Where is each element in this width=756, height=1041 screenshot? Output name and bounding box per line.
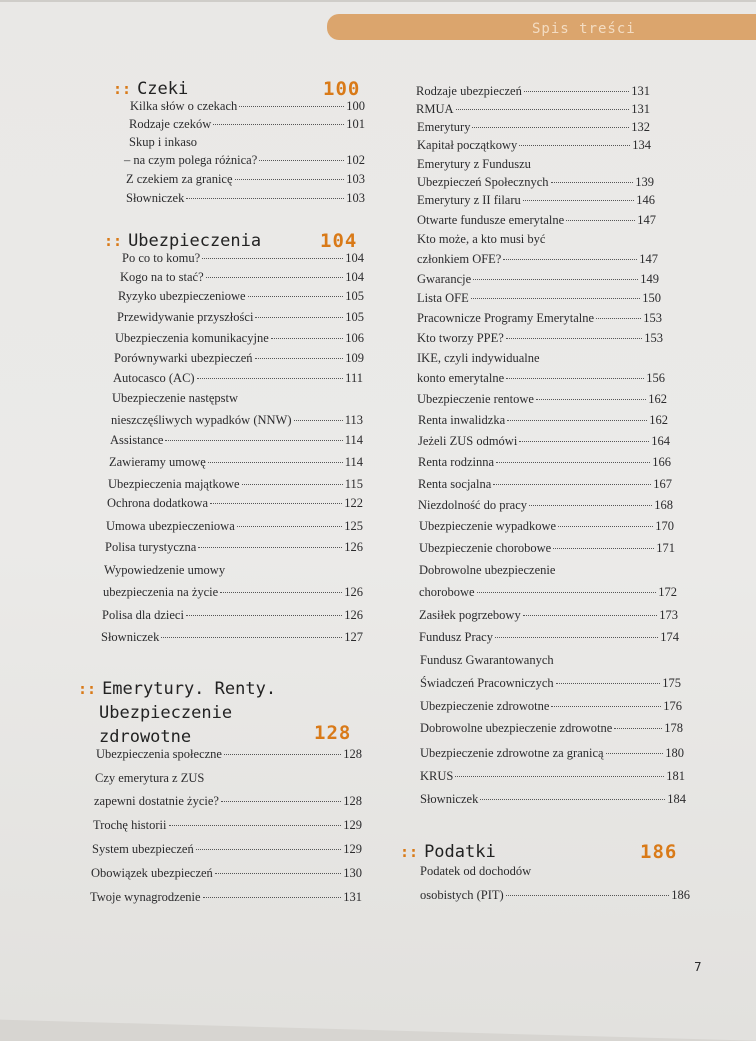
toc-entry-page: 184 xyxy=(667,792,686,806)
dot-leader xyxy=(206,277,344,278)
toc-entry-page: 171 xyxy=(656,541,675,555)
toc-entry-title: Jeżeli ZUS odmówi xyxy=(418,434,518,448)
dot-leader xyxy=(506,338,642,339)
toc-entry-title: – na czym polega różnica? xyxy=(124,153,258,167)
dot-leader xyxy=(259,160,344,161)
section-page-podatki: 186 xyxy=(640,841,678,863)
toc-entry-title: KRUS xyxy=(420,769,454,783)
dot-leader xyxy=(596,318,641,319)
toc-entry-page: 180 xyxy=(665,746,684,760)
toc-entry-page: 150 xyxy=(642,291,661,305)
section-title-ubezpieczenia: :: Ubezpieczenia xyxy=(104,231,262,251)
bullet-icon: :: xyxy=(113,80,132,98)
dot-leader xyxy=(186,198,344,199)
toc-entry-title: Lista OFE xyxy=(417,291,469,305)
toc-entry-title: Kilka słów o czekach xyxy=(130,99,238,113)
dot-leader xyxy=(506,378,644,379)
dot-leader xyxy=(614,728,662,729)
toc-entry-title: Rodzaje ubezpieczeń xyxy=(416,84,522,98)
toc-entry-page: 113 xyxy=(344,413,363,427)
bullet-icon: :: xyxy=(400,843,419,861)
toc-entry xyxy=(420,769,685,784)
toc-entry-page: 178 xyxy=(664,721,683,735)
dot-leader xyxy=(239,106,344,107)
toc-entry xyxy=(418,455,671,470)
toc-entry-title: Emerytury xyxy=(417,120,471,134)
toc-entry xyxy=(420,792,686,807)
toc-entry-title: Ubezpieczenia społeczne xyxy=(96,747,222,761)
toc-entry xyxy=(91,866,362,881)
toc-entry-page: 129 xyxy=(343,818,362,832)
toc-entry xyxy=(416,102,650,117)
dot-leader xyxy=(255,358,344,359)
toc-entry xyxy=(122,251,364,266)
dot-leader xyxy=(210,503,342,504)
toc-entry xyxy=(96,747,362,762)
section-title-podatki: :: Podatki xyxy=(400,842,496,862)
toc-entry-title: Z czekiem za granicę xyxy=(126,172,233,186)
dot-leader xyxy=(473,279,638,280)
dot-leader xyxy=(503,259,637,260)
dot-leader xyxy=(551,182,634,183)
dot-leader xyxy=(471,298,641,299)
toc-entry-page: 128 xyxy=(343,747,362,761)
toc-entry-page: 153 xyxy=(643,311,662,325)
toc-entry xyxy=(419,519,674,534)
dot-leader xyxy=(161,637,342,638)
dot-leader xyxy=(480,799,665,800)
toc-entry-title: Przewidywanie przyszłości xyxy=(117,310,254,324)
toc-entry xyxy=(417,213,656,228)
toc-entry xyxy=(420,676,681,691)
dot-leader xyxy=(213,124,344,125)
toc-entry-title: Emerytury z II filaru xyxy=(417,193,521,207)
toc-entry-page: 167 xyxy=(653,477,672,491)
toc-entry-page: 115 xyxy=(344,477,363,491)
toc-entry-page: 127 xyxy=(344,630,363,644)
toc-entry-page: 105 xyxy=(345,310,364,324)
dot-leader xyxy=(507,420,647,421)
toc-entry-title: Renta inwalidzka xyxy=(418,413,506,427)
toc-entry-page: 126 xyxy=(344,540,363,554)
toc-entry xyxy=(115,331,364,346)
toc-entry xyxy=(105,540,363,555)
toc-entry-title: Kogo na to stać? xyxy=(120,270,204,284)
toc-entry-title: Rodzaje czeków xyxy=(129,117,212,131)
toc-entry-title: Polisa dla dzieci xyxy=(102,608,184,622)
toc-entry-page: 102 xyxy=(346,153,365,167)
toc-entry-page: 149 xyxy=(640,272,659,286)
dot-leader xyxy=(493,484,651,485)
dot-leader xyxy=(242,484,343,485)
toc-entry-title: Obowiązek ubezpieczeń xyxy=(91,866,213,880)
toc-entry-page: 125 xyxy=(344,519,363,533)
toc-entry xyxy=(417,138,651,153)
toc-entry-title: Zawieramy umowę xyxy=(109,455,206,469)
toc-entry xyxy=(102,608,363,623)
toc-entry-title: Ubezpieczenie wypadkowe xyxy=(419,519,557,533)
toc-entry xyxy=(420,721,683,736)
dot-leader xyxy=(456,109,630,110)
toc-entry xyxy=(129,117,365,132)
toc-entry xyxy=(107,496,363,511)
toc-entry-title: Kto tworzy PPE? xyxy=(417,331,504,345)
toc-entry xyxy=(124,153,365,168)
toc-entry-title: Polisa turystyczna xyxy=(105,540,197,554)
toc-entry xyxy=(419,630,679,645)
toc-entry xyxy=(109,455,363,470)
dot-leader xyxy=(203,897,342,898)
toc-entry-title: Gwarancje xyxy=(417,272,472,286)
dot-leader xyxy=(519,145,630,146)
toc-entry xyxy=(95,771,362,786)
toc-entry-title: Ubezpieczeń Społecznych xyxy=(417,175,549,189)
toc-entry xyxy=(420,699,682,714)
toc-entry-page: 131 xyxy=(631,102,650,116)
toc-entry-title: IKE, czyli indywidualne xyxy=(417,351,540,365)
toc-entry xyxy=(113,371,363,386)
dot-leader xyxy=(566,220,635,221)
toc-entry-title: Ubezpieczenie chorobowe xyxy=(419,541,552,555)
toc-entry-page: 172 xyxy=(658,585,677,599)
dot-leader xyxy=(558,526,653,527)
toc-entry-page: 109 xyxy=(345,351,364,365)
toc-entry-page: 146 xyxy=(636,193,655,207)
toc-entry xyxy=(129,135,365,150)
toc-entry-title: Kapitał początkowy xyxy=(417,138,518,152)
dot-leader xyxy=(551,706,661,707)
toc-entry xyxy=(417,120,650,135)
toc-entry-title: System ubezpieczeń xyxy=(92,842,194,856)
toc-entry-page: 181 xyxy=(666,769,685,783)
dot-leader xyxy=(553,548,654,549)
dot-leader xyxy=(202,258,343,259)
dot-leader xyxy=(197,378,344,379)
toc-entry-page: 103 xyxy=(346,172,365,186)
toc-entry xyxy=(93,818,362,833)
dot-leader xyxy=(606,753,664,754)
dot-leader xyxy=(169,825,342,826)
toc-entry xyxy=(420,888,690,903)
toc-entry xyxy=(417,252,658,267)
toc-entry xyxy=(420,746,684,761)
dot-leader xyxy=(519,441,649,442)
toc-entry-page: 156 xyxy=(646,371,665,385)
toc-entry-page: 122 xyxy=(344,496,363,510)
toc-entry-title: Ochrona dodatkowa xyxy=(107,496,209,510)
toc-entry-page: 175 xyxy=(662,676,681,690)
toc-entry xyxy=(417,311,662,326)
toc-entry-page: 153 xyxy=(644,331,663,345)
section-page-ubezpieczenia: 104 xyxy=(320,230,358,252)
toc-entry-title: zapewni dostatnie życie? xyxy=(94,794,219,808)
toc-entry xyxy=(108,477,363,492)
toc-entry-title: RMUA xyxy=(416,102,454,116)
toc-entry-title: Świadczeń Pracowniczych xyxy=(420,676,554,690)
dot-leader xyxy=(524,91,629,92)
toc-entry xyxy=(420,864,690,879)
toc-entry-page: 168 xyxy=(654,498,673,512)
toc-entry-page: 104 xyxy=(345,270,364,284)
toc-entry-title: Dobrowolne ubezpieczenie zdrowotne xyxy=(420,721,613,735)
toc-entry-title: Emerytury z Funduszu xyxy=(417,157,531,171)
toc-entry-title: Dobrowolne ubezpieczenie xyxy=(419,563,556,577)
toc-entry xyxy=(101,630,363,645)
toc-entry-page: 131 xyxy=(631,84,650,98)
toc-entry xyxy=(92,842,362,857)
toc-entry-title: Ubezpieczenia komunikacyjne xyxy=(115,331,269,345)
toc-entry-page: 105 xyxy=(345,289,364,303)
dot-leader xyxy=(271,338,344,339)
toc-entry-page: 101 xyxy=(346,117,365,131)
section-title-czeki: :: Czeki xyxy=(113,79,189,99)
toc-entry-title: Zasiłek pogrzebowy xyxy=(419,608,521,622)
dot-leader xyxy=(255,317,343,318)
dot-leader xyxy=(472,127,629,128)
toc-entry-title: Porównywarki ubezpieczeń xyxy=(114,351,253,365)
toc-entry xyxy=(106,519,363,534)
header-tab-label: Spis treści xyxy=(532,21,636,37)
toc-entry-title: Kto może, a kto musi być xyxy=(417,232,546,246)
dot-leader xyxy=(294,420,343,421)
toc-entry-title: Ubezpieczenia majątkowe xyxy=(108,477,240,491)
dot-leader xyxy=(220,592,342,593)
toc-entry xyxy=(112,391,363,406)
toc-entry-page: 166 xyxy=(652,455,671,469)
dot-leader xyxy=(186,615,342,616)
toc-entry-title: Ubezpieczenie zdrowotne xyxy=(420,699,550,713)
header-tab xyxy=(327,14,756,40)
toc-entry-page: 176 xyxy=(663,699,682,713)
toc-entry-title: Słowniczek xyxy=(126,191,185,205)
dot-leader xyxy=(496,462,650,463)
toc-entry xyxy=(94,794,362,809)
toc-entry xyxy=(117,310,364,325)
toc-entry xyxy=(111,413,363,428)
toc-entry-title: Wypowiedzenie umowy xyxy=(104,563,226,577)
dot-leader xyxy=(208,462,343,463)
toc-entry-page: 106 xyxy=(345,331,364,345)
toc-entry xyxy=(419,585,677,600)
page-top-edge xyxy=(0,0,756,2)
dot-leader xyxy=(165,440,342,441)
toc-entry xyxy=(130,99,365,114)
dot-leader xyxy=(215,873,341,874)
dot-leader xyxy=(196,849,342,850)
section-page-emerytury: 128 xyxy=(314,722,352,744)
toc-entry-title: Trochę historii xyxy=(93,818,167,832)
toc-entry-title: Fundusz Gwarantowanych xyxy=(420,653,554,667)
dot-leader xyxy=(529,505,652,506)
toc-entry-title: Skup i inkaso xyxy=(129,135,198,149)
toc-entry-title: Ryzyko ubezpieczeniowe xyxy=(118,289,246,303)
toc-entry xyxy=(417,157,652,172)
toc-entry-title: Renta socjalna xyxy=(418,477,492,491)
toc-entry-title: Ubezpieczenie rentowe xyxy=(417,392,534,406)
toc-entry-title: Słowniczek xyxy=(420,792,479,806)
toc-entry-page: 114 xyxy=(344,455,363,469)
toc-entry xyxy=(120,270,364,285)
toc-entry xyxy=(417,392,667,407)
toc-entry xyxy=(417,272,659,287)
dot-leader xyxy=(248,296,344,297)
toc-entry-page: 126 xyxy=(344,608,363,622)
toc-entry xyxy=(126,191,365,206)
dot-leader xyxy=(495,637,658,638)
dot-leader xyxy=(556,683,661,684)
toc-entry-page: 126 xyxy=(344,585,363,599)
toc-entry xyxy=(90,890,362,905)
page-number: 7 xyxy=(694,960,702,974)
toc-entry-title: Assistance xyxy=(110,433,164,447)
toc-entry-page: 129 xyxy=(343,842,362,856)
toc-entry xyxy=(417,291,661,306)
toc-entry xyxy=(417,175,654,190)
toc-entry xyxy=(417,331,663,346)
toc-entry xyxy=(416,84,650,99)
toc-entry xyxy=(418,434,670,449)
dot-leader xyxy=(198,547,342,548)
toc-entry xyxy=(118,289,364,304)
toc-entry-page: 162 xyxy=(649,413,668,427)
toc-entry xyxy=(104,563,363,578)
dot-leader xyxy=(237,526,342,527)
toc-entry-page: 174 xyxy=(660,630,679,644)
dot-leader xyxy=(523,200,634,201)
toc-entry xyxy=(419,563,676,578)
toc-entry-page: 170 xyxy=(655,519,674,533)
toc-entry-page: 132 xyxy=(631,120,650,134)
dot-leader xyxy=(477,592,657,593)
toc-entry-title: Ubezpieczenie zdrowotne za granicą xyxy=(420,746,604,760)
dot-leader xyxy=(536,399,646,400)
toc-entry-page: 173 xyxy=(659,608,678,622)
toc-entry-title: Renta rodzinna xyxy=(418,455,495,469)
toc-entry-title: osobistych (PIT) xyxy=(420,888,504,902)
toc-entry xyxy=(419,608,678,623)
toc-entry-page: 104 xyxy=(345,251,364,265)
toc-entry-title: Autocasco (AC) xyxy=(113,371,195,385)
toc-entry-title: chorobowe xyxy=(419,585,475,599)
toc-entry-title: Niezdolność do pracy xyxy=(418,498,527,512)
toc-entry-title: Po co to komu? xyxy=(122,251,201,265)
toc-entry xyxy=(126,172,365,187)
toc-entry-title: konto emerytalne xyxy=(417,371,505,385)
toc-entry-page: 111 xyxy=(345,371,363,385)
toc-entry-page: 164 xyxy=(651,434,670,448)
toc-entry-title: członkiem OFE? xyxy=(417,252,502,266)
bullet-icon: :: xyxy=(104,232,123,250)
toc-entry-page: 147 xyxy=(639,252,658,266)
toc-entry-title: nieszczęśliwych wypadków (NNW) xyxy=(111,413,292,427)
dot-leader xyxy=(506,895,670,896)
toc-entry xyxy=(418,477,672,492)
toc-entry-title: Pracownicze Programy Emerytalne xyxy=(417,311,595,325)
toc-entry-page: 186 xyxy=(671,888,690,902)
toc-entry-title: Słowniczek xyxy=(101,630,160,644)
toc-entry xyxy=(114,351,364,366)
toc-entry-title: Czy emerytura z ZUS xyxy=(95,771,205,785)
toc-entry-page: 162 xyxy=(648,392,667,406)
toc-entry xyxy=(417,371,665,386)
toc-entry-title: Otwarte fundusze emerytalne xyxy=(417,213,565,227)
dot-leader xyxy=(224,754,341,755)
toc-entry xyxy=(103,585,363,600)
toc-entry-page: 134 xyxy=(632,138,651,152)
toc-entry-page: 130 xyxy=(343,866,362,880)
toc-entry-title: Fundusz Pracy xyxy=(419,630,493,644)
toc-entry xyxy=(417,232,657,247)
toc-entry xyxy=(417,351,664,366)
toc-entry-page: 147 xyxy=(637,213,656,227)
toc-entry xyxy=(110,433,363,448)
toc-entry xyxy=(419,541,675,556)
dot-leader xyxy=(235,179,345,180)
toc-entry-title: Twoje wynagrodzenie xyxy=(90,890,201,904)
toc-entry xyxy=(418,413,668,428)
dot-leader xyxy=(455,776,664,777)
toc-entry xyxy=(417,193,655,208)
dot-leader xyxy=(221,801,341,802)
section-page-czeki: 100 xyxy=(323,78,361,100)
section-title-emerytury: :: Emerytury. Renty. Ubezpieczenie zdrowotne xyxy=(78,679,277,747)
toc-entry xyxy=(420,653,680,668)
toc-entry-title: Ubezpieczenie następstw xyxy=(112,391,238,405)
bullet-icon: :: xyxy=(78,680,97,698)
toc-entry-page: 100 xyxy=(346,99,365,113)
toc-entry-title: Podatek od dochodów xyxy=(420,864,532,878)
toc-entry-title: Umowa ubezpieczeniowa xyxy=(106,519,235,533)
toc-entry-page: 131 xyxy=(343,890,362,904)
toc-entry-page: 139 xyxy=(635,175,654,189)
dot-leader xyxy=(523,615,658,616)
toc-entry-page: 128 xyxy=(343,794,362,808)
toc-entry-title: ubezpieczenia na życie xyxy=(103,585,219,599)
toc-entry-page: 103 xyxy=(346,191,365,205)
toc-entry-page: 114 xyxy=(344,433,363,447)
toc-entry xyxy=(418,498,673,513)
